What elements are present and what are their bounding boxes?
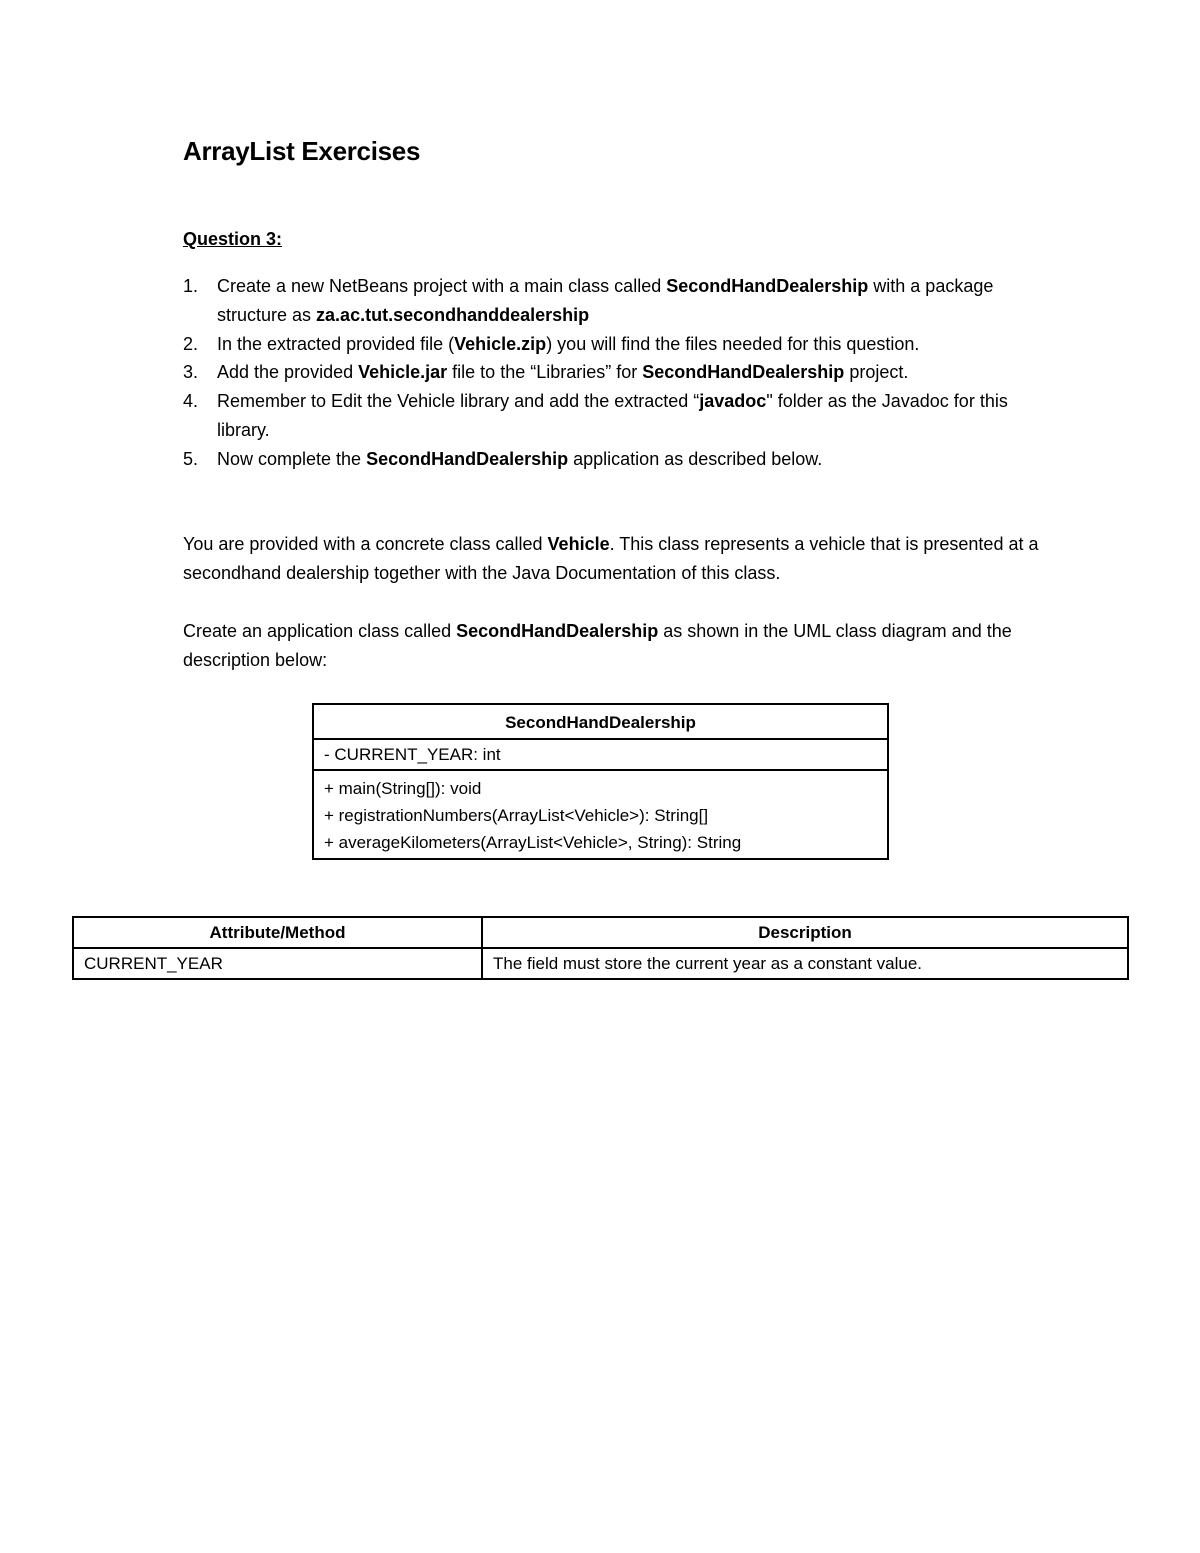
uml-class-diagram [312,703,889,860]
question-heading: Question 3: [183,229,283,249]
uml-class-name: SecondHandDealership [314,705,887,740]
uml-method: + averageKilometers(ArrayList<Vehicle>, String): String [324,833,742,852]
uml-method: + main(String[]): void [324,779,482,798]
header-description: Description [482,917,1128,948]
page-title: ArrayList Exercises [183,136,421,166]
step-text: In the extracted provided file (Vehicle.zip) you will find the files needed for this question. [217,333,920,354]
task-paragraph: Create an application class called SecondHandDealership as shown in the UML class diagram and the description below: [183,621,1012,670]
table-header-row [73,917,1128,948]
cell-description: The field must store the current year as a constant value. [482,948,1128,979]
step-number: 1. [183,276,199,296]
step-item [183,330,1043,359]
step-text: Now complete the SecondHandDealership application as described below. [217,448,823,469]
step-item [183,272,1043,330]
uml-method: + registrationNumbers(ArrayList<Vehicle>): String[] [324,806,709,825]
header-attribute-method: Attribute/Method [73,917,482,948]
description-table [72,916,1129,980]
uml-methods [314,771,887,858]
step-number: 2. [183,333,199,354]
step-text: Create a new NetBeans project with a main class called SecondHandDealership with a package structure as za.ac.tut.secondhanddealership [217,276,994,325]
step-text: Add the provided Vehicle.jar file to the “Libraries” for SecondHandDealership project. [217,362,909,383]
cell-attribute: CURRENT_YEAR [73,948,482,979]
instruction-steps [183,272,1043,474]
step-item [183,358,1043,387]
step-number: 5. [183,448,199,469]
step-number: 3. [183,362,199,383]
step-item [183,445,1043,474]
table-row [73,948,1128,979]
step-number: 4. [183,391,199,412]
step-text: Remember to Edit the Vehicle library and add the extracted “javadoc" folder as the Javadoc for this library. [217,391,1008,440]
intro-paragraph: You are provided with a concrete class called Vehicle. This class represents a vehicle that is presented at a secondhand dealership together with the Java Documentation of this class. [183,534,1039,583]
uml-attribute: - CURRENT_YEAR: int [314,740,887,771]
step-item [183,387,1043,445]
